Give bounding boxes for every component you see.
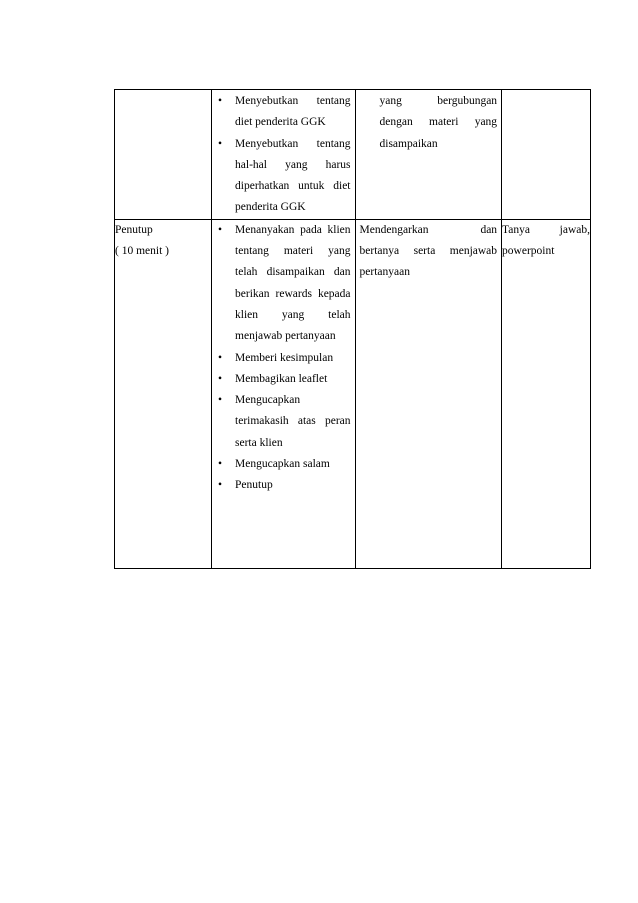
response-line: bertanya serta menjawab (359, 245, 498, 258)
list-item: • Membagikan leaflet (212, 369, 351, 390)
list-item: • Penutup (212, 475, 351, 496)
activity-cell (212, 219, 356, 568)
stage-duration: ( 10 menit ) (115, 245, 169, 258)
list-item: • Menyebutkan tentang hal-hal yang harus diperhatkan untuk diet penderita GGK (212, 134, 351, 219)
stage-cell (115, 219, 212, 568)
media-cell (502, 90, 591, 220)
table-row (115, 90, 591, 220)
stage-title: Penutup (115, 223, 153, 236)
list-item: • Menanyakan pada klien tentang materi yang telah disampaikan dan berikan rewards kepada klien yang telah menjawab pertanyaan (212, 220, 351, 348)
activity-list (212, 91, 355, 219)
media-line: powerpoint (502, 245, 555, 258)
list-item: • Mengucapkan salam (212, 454, 351, 475)
stage-cell (115, 90, 212, 220)
media-line: Tanya jawab, (502, 223, 590, 236)
response-cell (355, 219, 502, 568)
activity-list (212, 220, 355, 497)
list-item: • Menyebutkan tentang diet penderita GGK (212, 91, 351, 134)
activity-cell (212, 90, 356, 220)
list-item: • Mengucapkan terimakasih atas peran serta klien (212, 390, 351, 454)
response-line: dengan materi yang (379, 116, 498, 129)
table-row (115, 219, 591, 568)
activity-table (114, 89, 591, 569)
response-line: Mendengarkan dan (359, 223, 498, 236)
response-line: disampaikan (379, 137, 438, 150)
response-line: pertanyaan (359, 266, 410, 279)
response-cell (355, 90, 502, 220)
response-line: yang bergubungan (379, 95, 498, 107)
media-cell (502, 219, 591, 568)
list-item: • Memberi kesimpulan (212, 348, 351, 369)
